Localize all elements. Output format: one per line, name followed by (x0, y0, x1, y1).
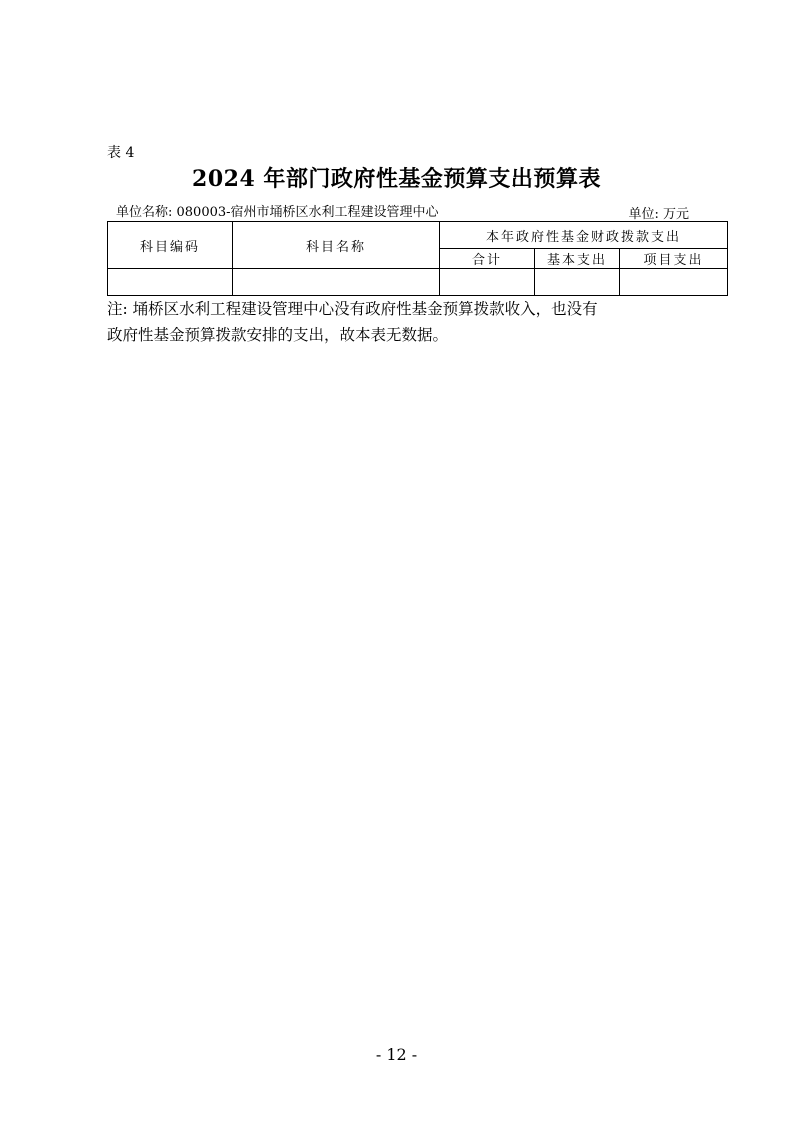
note-line: 注: 埇桥区水利工程建设管理中心没有政府性基金预算拨款收入，也没有 (107, 300, 598, 318)
table-note (107, 296, 707, 348)
note-line: 政府性基金预算拨款安排的支出，故本表无数据。 (107, 326, 449, 344)
column-header-project: 项目支出 (620, 249, 728, 269)
page-number: - 12 - (375, 1045, 418, 1064)
column-header-basic: 基本支出 (535, 249, 620, 269)
column-header-total: 合计 (440, 249, 535, 269)
table-header-row (108, 222, 728, 249)
table-label: 表 4 (107, 145, 135, 161)
table-cell (535, 269, 620, 296)
column-header-code: 科目编码 (108, 222, 233, 269)
column-header-name: 科目名称 (233, 222, 440, 269)
unit-measure: 单位: 万元 (628, 207, 689, 222)
column-group-header: 本年政府性基金财政拨款支出 (440, 222, 728, 249)
table-cell (620, 269, 728, 296)
page-title: 2024 年部门政府性基金预算支出预算表 (192, 166, 601, 192)
table-cell (108, 269, 233, 296)
budget-table (107, 221, 728, 296)
table-cell (233, 269, 440, 296)
table-row (108, 269, 728, 296)
table-cell (440, 269, 535, 296)
unit-name: 单位名称: 080003-宿州市埇桥区水利工程建设管理中心 (116, 205, 439, 220)
